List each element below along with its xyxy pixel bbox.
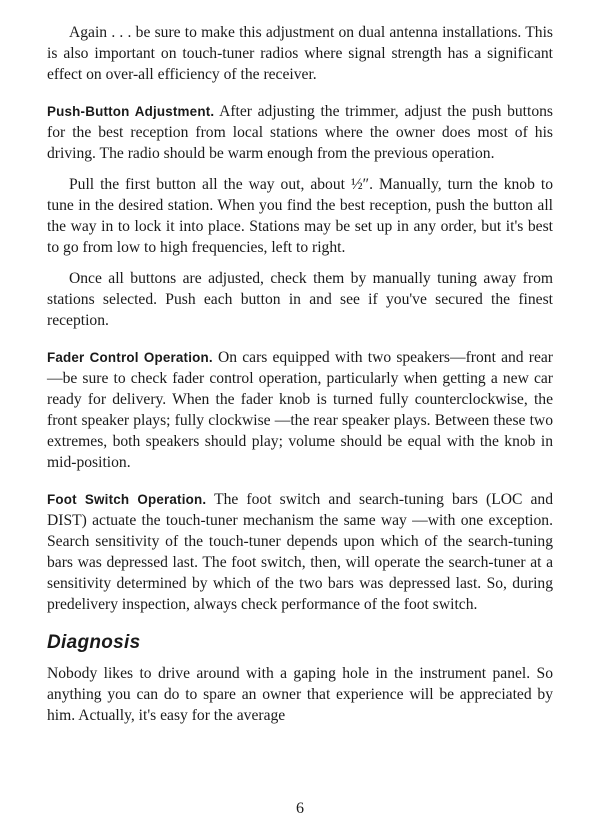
section-heading-diagnosis: Diagnosis [47, 632, 141, 653]
fader-control-text: On cars equipped with two speakers—front and rear—be sure to check fader control operation, particularly when getting a new car ready for delivery. When the fader knob is turned fully counterclockwise, the front speaker plays; fully clockwise —the rear speaker plays. Between these two extremes, both speakers should play; volume should be equal with the knob in mid-position. [47, 349, 553, 471]
paragraph-check-buttons: Once all buttons are adjusted, check them by manually tuning away from stations selected. Push each button in and see if you've secured the finest reception. [47, 270, 553, 329]
fader-control-heading: Fader Control Operation. [47, 350, 213, 365]
page-number: 6 [296, 800, 304, 817]
paragraph-pull-button: Pull the first button all the way out, about ½″. Manually, turn the knob to tune in the desired station. When you find the best reception, push the button all the way in to lock it into place. Stations may be set up in any order, but it's best to go from low to high frequencies, left to right. [47, 176, 553, 256]
foot-switch-heading: Foot Switch Operation. [47, 492, 207, 507]
push-button-adjustment-text: After adjusting the trimmer, adjust the push buttons for the best reception from local stations where the owner does most of his driving. The radio should be warm enough from the previous operation. [47, 103, 553, 162]
foot-switch-text: The foot switch and search-tuning bars (LOC and DIST) actuate the touch-tuner mechanism the same way —with one exception. Search sensitivity of the touch-tuner depends upon which of the search-tuning bars was depressed last. The foot switch, then, will operate the search-tuner at a sensitivity determined by which of the two bars was depressed last. So, during predelivery inspection, always check performance of the foot switch. [47, 491, 553, 613]
push-button-adjustment-heading: Push-Button Adjustment. [47, 104, 215, 119]
paragraph-push-button [47, 101, 553, 164]
paragraph-fader-control [47, 347, 553, 473]
paragraph-diagnosis: Nobody likes to drive around with a gaping hole in the instrument panel. So anything you can do to spare an owner that experience will be appreciated by him. Actually, it's easy for the average [47, 665, 553, 724]
paragraph-foot-switch [47, 489, 553, 615]
page-body [47, 22, 553, 726]
paragraph-antenna: Again . . . be sure to make this adjustment on dual antenna installations. This is also important on touch-tuner radios where signal strength has a significant effect on over-all efficiency of the receiver. [47, 24, 553, 83]
